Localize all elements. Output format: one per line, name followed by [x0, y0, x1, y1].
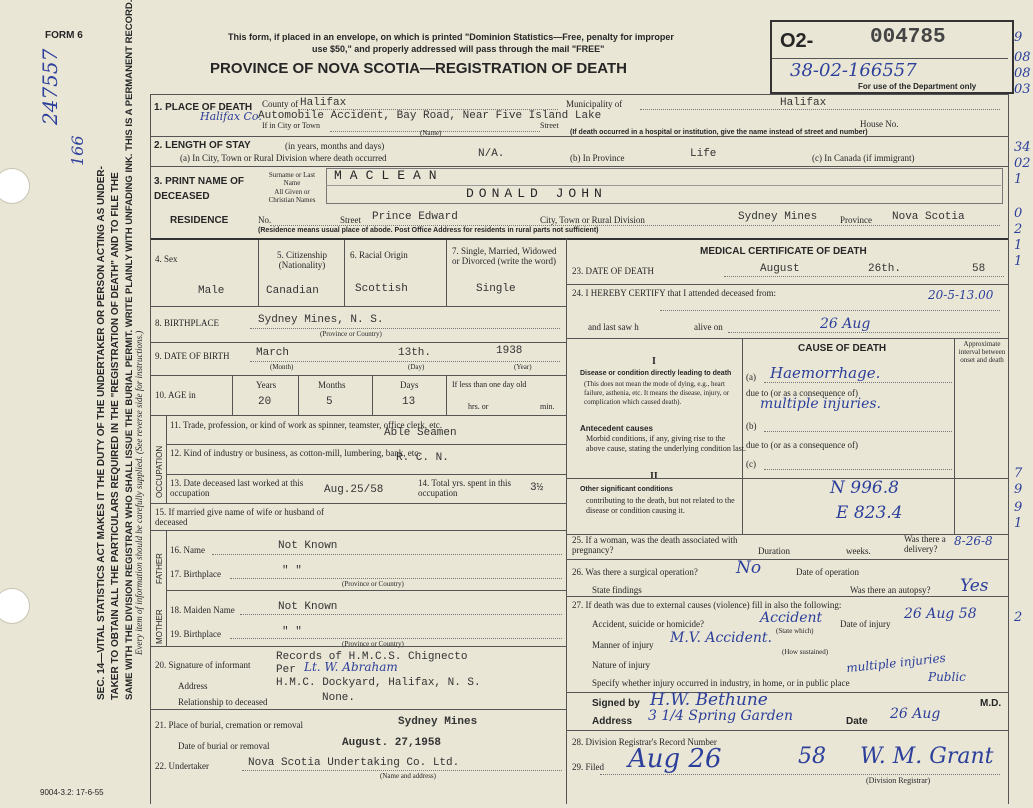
last-saw-label: and last saw h — [588, 322, 639, 332]
mother-prov-hint: (Province or Country) — [342, 640, 404, 648]
dod-label: 23. DATE OF DEATH — [572, 266, 654, 276]
manner-label: Manner of injury — [592, 640, 654, 650]
accident-value: Accident — [760, 610, 823, 626]
undertaker-hint: (Name and address) — [380, 772, 436, 780]
medical-title: MEDICAL CERTIFICATE OF DEATH — [700, 246, 867, 257]
informant-address-label: Address — [178, 681, 208, 691]
age-label: 10. AGE in — [155, 390, 196, 400]
marital-value: Single — [476, 283, 516, 295]
delivery-label: Was there a delivery? — [904, 534, 946, 554]
relationship-value: None. — [322, 692, 356, 704]
q28-label: 28. Division Registrar's Record Number — [572, 737, 717, 747]
residence-province-label: Province — [840, 215, 872, 225]
other-conditions-label: Other significant conditions — [580, 486, 673, 493]
handwritten-registration: 38-02-166557 — [790, 60, 917, 81]
filed-year: 58 — [798, 744, 826, 769]
informant-sig: Records of H.M.C.S. Chignecto — [276, 651, 468, 663]
reg-prefix: O2- — [780, 30, 814, 52]
residence-province: Nova Scotia — [892, 211, 965, 223]
given-label: All Given or Christian Names — [268, 188, 316, 204]
right-margin-digit: 9 — [1014, 482, 1023, 497]
length-hint: (in years, months and days) — [285, 141, 385, 151]
right-margin-digit: 1 — [1014, 254, 1023, 269]
industry-value: R. C. N. — [396, 452, 449, 464]
occupation-side-label: OCCUPATION — [155, 445, 164, 498]
birthplace-value: Sydney Mines, N. S. — [258, 314, 384, 326]
father-birthplace-label: 17. Birthplace — [170, 569, 221, 579]
age-months: 5 — [326, 396, 333, 408]
form-number: FORM 6 — [45, 30, 83, 41]
surname-value: MACLEAN — [334, 168, 445, 183]
informant-per: Per — [276, 664, 296, 676]
dob-month: March — [256, 347, 290, 359]
nature-value: multiple injuries — [845, 650, 947, 676]
informant-signature: Lt. W. Abraham — [304, 660, 398, 674]
punch-hole — [0, 168, 30, 204]
certify-label: 24. I HEREBY CERTIFY that I attended deceased from: — [572, 288, 776, 298]
age-days: 13 — [402, 396, 416, 408]
father-name-label: 16. Name — [170, 545, 205, 555]
q26-answer: No — [736, 558, 762, 578]
q29-label: 29. Filed — [572, 762, 605, 772]
name-hint: (Name) — [420, 129, 442, 137]
last-worked-label: 13. Date deceased last worked at this occupation — [170, 478, 304, 498]
right-margin-digit: 1 — [1014, 172, 1023, 187]
signed-label: Signed by — [592, 698, 640, 709]
house-label: House No. — [860, 119, 899, 129]
right-margin-digit: 0 — [1014, 206, 1023, 221]
right-margin-digit: 9 — [1014, 500, 1023, 515]
physician-signature: H.W. Bethune — [650, 690, 768, 710]
stay-a-label: (a) In City, Town or Rural Division where death occurred — [180, 153, 387, 163]
dob-label: 9. DATE OF BIRTH — [155, 351, 230, 361]
cause-b: multiple injuries. — [760, 396, 881, 412]
dod-year: 58 — [972, 263, 986, 275]
right-margin-digit: 08 — [1014, 66, 1031, 81]
roman-two: II — [650, 471, 658, 482]
q25-label: 25. If a woman, was the death associated with pregnancy? — [572, 535, 738, 555]
birthplace-label: 8. BIRTHPLACE — [155, 318, 219, 328]
how-sustained-hint: (How sustained) — [782, 648, 829, 656]
racial-label: 6. Racial Origin — [350, 250, 408, 260]
citizenship-label: 5. Citizenship (Nationality) — [277, 250, 327, 270]
right-margin-digit: 08 — [1014, 50, 1031, 65]
mother-birthplace-label: 19. Birthplace — [170, 629, 221, 639]
industry-label: 12. Kind of industry or business, as cotton-mill, lumbering, bank, etc. — [170, 448, 421, 458]
marital-label: 7. Single, Married, Widowed or Divorced (write the word) — [452, 246, 557, 266]
right-margin-digit: 7 — [1014, 466, 1023, 481]
q27-label: 27. If death was due to external causes (violence) fill in also the following: — [572, 600, 842, 610]
residence-street: Prince Edward — [372, 211, 458, 223]
due-to-1: due to (or as a consequence of) — [746, 388, 858, 398]
right-margin-digit: 02 — [1014, 156, 1031, 171]
length-of-stay-label: 2. LENGTH OF STAY — [154, 140, 251, 151]
right-margin-digit: 1 — [1014, 238, 1023, 253]
dob-day: 13th. — [398, 347, 432, 359]
other-conditions-note: contributing to the death, but not related to the disease or condition causing it. — [586, 496, 735, 515]
registrar-signature: W. M. Grant — [860, 744, 994, 769]
specify-value: Public — [928, 670, 966, 684]
dept-use-label: For use of the Department only — [858, 82, 977, 91]
weeks-label: weeks. — [846, 546, 871, 556]
age-months-label: Months — [318, 380, 346, 390]
handwritten-county: Halifax Co. — [200, 110, 262, 123]
sex-label: 4. Sex — [155, 254, 178, 264]
relationship-label: Relationship to deceased — [178, 697, 268, 707]
informant-sig-label: 20. Signature of informant — [155, 660, 251, 670]
stay-c-label: (c) In Canada (if immigrant) — [812, 153, 915, 163]
father-prov-hint: (Province or Country) — [342, 580, 404, 588]
nature-label: Nature of injury — [592, 660, 650, 670]
physician-address-label: Address — [592, 716, 633, 727]
burial-place-label: 21. Place of burial, cremation or removal — [155, 720, 303, 730]
last-worked-value: Aug.25/58 — [324, 484, 384, 496]
birthplace-hint: (Province or Country) — [320, 330, 382, 338]
dob-year: 1938 — [496, 345, 523, 357]
filed-date: Aug 26 — [628, 744, 722, 774]
total-years-value: 3½ — [530, 482, 544, 494]
statute-line-2: TAKER TO OBTAIN ALL THE PARTICULARS REQUIRED IN THE "REGISTRATION OF DEATH" AND TO FILE THE — [110, 172, 121, 700]
code-1: N 996.8 — [830, 478, 899, 498]
cert-date: 26 Aug — [890, 706, 941, 722]
specify-label: Specify whether injury occurred in industry, in home, or in public place — [592, 678, 850, 688]
burial-place: Sydney Mines — [398, 716, 478, 728]
municipality-value: Halifax — [780, 97, 827, 109]
place-of-death-label: 1. PLACE OF DEATH — [154, 102, 253, 113]
mail-notice-1: This form, if placed in an envelope, on which is printed "Dominion Statistics—Free, penalty for improper — [228, 32, 674, 42]
citizenship-value: Canadian — [266, 285, 319, 297]
manner-value: M.V. Accident. — [670, 630, 772, 646]
age-days-label: Days — [400, 380, 419, 390]
stay-b-label: (b) In Province — [570, 153, 625, 163]
mother-name-label: 18. Maiden Name — [170, 605, 235, 615]
stay-a-value: N/A. — [478, 148, 505, 160]
age-years: 20 — [258, 396, 272, 408]
hrs-label: hrs. or — [468, 402, 489, 411]
accident-label: Accident, suicide or homicide? — [592, 619, 704, 629]
mother-side-label: MOTHER — [155, 609, 164, 644]
statute-line-1: SEC. 14—VITAL STATISTICS ACT MAKES IT THE DUTY OF THE UNDERTAKER OR PERSON ACTING AS UNDER- — [96, 166, 107, 700]
print-name-label: 3. PRINT NAME OF DECEASED — [154, 176, 245, 202]
physician-address: 3 1/4 Spring Garden — [648, 708, 793, 724]
hospital-note: (If death occurred in a hospital or institution, give the name instead of street and number) — [570, 129, 868, 136]
mail-notice-2: use $50," and properly addressed will pass through the mail "FREE" — [312, 44, 605, 54]
alive-on-label: alive on — [694, 322, 723, 332]
surname-label: Surname or Last Name — [268, 171, 316, 187]
sidebar-note: Every item of information should be carefully supplied. (See reverse side for instructions.) — [134, 330, 144, 655]
registrar-label: (Division Registrar) — [866, 776, 931, 785]
right-margin-digit: 9 — [1014, 30, 1023, 45]
spouse-label: 15. If married give name of wife or husband of deceased — [155, 507, 324, 527]
statute-line-3: SAME WITH THE DIVISION REGISTRAR WHO SHALL ISSUE THE BURIAL PERMIT. WRITE PLAINLY WITH UNFADING INK. THIS IS A PERMANENT RECORD. — [124, 0, 135, 700]
duration-label: Duration — [758, 546, 790, 556]
residence-city-label: City, Town or Rural Division — [540, 215, 645, 225]
due-to-2: due to (or as a consequence of) — [746, 440, 858, 450]
county-value: Halifax — [300, 97, 347, 109]
mother-birthplace-value: " " — [282, 626, 302, 638]
antecedent-note: Morbid conditions, if any, giving rise to the above cause, stating the underlying condition last. — [586, 434, 746, 453]
municipality-label: Municipality of — [566, 99, 623, 109]
residence-city: Sydney Mines — [738, 211, 818, 223]
undertaker-value: Nova Scotia Undertaking Co. Ltd. — [248, 757, 460, 769]
footer-code: 9004-3.2: 17-6-55 — [40, 788, 104, 797]
dob-day-hint: (Day) — [408, 363, 425, 371]
state-which-hint: (State which) — [776, 627, 814, 635]
county-label: County of — [262, 99, 299, 109]
dob-month-hint: (Month) — [270, 363, 294, 371]
date-injury-value: 26 Aug 58 — [904, 606, 977, 622]
cause-a: Haemorrhage. — [770, 364, 881, 382]
place-value: Automobile Accident, Bay Road, Near Five Island Lake — [258, 110, 602, 122]
right-margin-digit: 2 — [1014, 610, 1023, 625]
state-findings-label: State findings — [592, 585, 642, 595]
father-name-value: Not Known — [278, 540, 338, 552]
total-years-label: 14. Total yrs. spent in this occupation — [418, 478, 511, 498]
code-2: E 823.4 — [836, 503, 903, 523]
burial-date: August. 27,1958 — [342, 737, 442, 749]
date-op-label: Date of operation — [796, 567, 859, 577]
residence-street-label: Street — [340, 215, 361, 225]
right-margin-digit: 34 — [1014, 140, 1031, 155]
trade-label: 11. Trade, profession, or kind of work as spinner, teamster, office clerk, etc. — [170, 420, 442, 430]
autopsy-answer: Yes — [960, 576, 989, 596]
margin-number-2: 166 — [68, 135, 87, 166]
undertaker-label: 22. Undertaker — [155, 761, 209, 771]
less-one-day-label: If less than one day old — [452, 380, 527, 389]
father-side-label: FATHER — [155, 553, 164, 584]
roman-one: I — [652, 356, 656, 367]
residence-label: RESIDENCE — [170, 215, 229, 226]
disease-note: (This does not mean the mode of dying, e.g., heart failure, asthenia, etc. It means the disease, injury, or complication which caused death). — [584, 380, 730, 406]
date-injury-label: Date of injury — [840, 619, 891, 629]
md-label: M.D. — [980, 698, 1002, 709]
mother-name-value: Not Known — [278, 601, 338, 613]
street-label: Street — [540, 121, 559, 130]
racial-value: Scottish — [355, 283, 408, 295]
cause-c-prefix: (c) — [746, 459, 756, 469]
delivery-date: 8-26-8 — [954, 534, 993, 548]
city-label: If in City or Town — [262, 121, 320, 130]
burial-date-label: Date of burial or removal — [178, 741, 270, 751]
min-label: min. — [540, 402, 555, 411]
age-years-label: Years — [256, 380, 277, 390]
antecedent-label: Antecedent causes — [580, 424, 653, 433]
disease-label: Disease or condition directly leading to death — [580, 370, 732, 377]
right-margin-digit: 2 — [1014, 222, 1023, 237]
cause-a-prefix: (a) — [746, 372, 756, 382]
dod-month: August — [760, 263, 800, 275]
dod-day: 26th. — [868, 263, 902, 275]
interval-label: Approximate interval between onset and death — [958, 340, 1006, 364]
sex-value: Male — [198, 285, 225, 297]
q26-label: 26. Was there a surgical operation? — [572, 567, 698, 577]
right-margin-digit: 1 — [1014, 516, 1023, 531]
trade-value: Able Seamen — [384, 427, 457, 439]
stay-b-value: Life — [690, 148, 717, 160]
margin-number: 247557 — [38, 48, 62, 125]
cert-date-label: Date — [846, 716, 868, 727]
dob-year-hint: (Year) — [514, 363, 532, 371]
last-saw-date: 26 Aug — [820, 316, 871, 332]
attended-dates: 20-5-13.00 — [928, 288, 994, 302]
form-title: PROVINCE OF NOVA SCOTIA—REGISTRATION OF DEATH — [210, 60, 627, 77]
informant-address: H.M.C. Dockyard, Halifax, N. S. — [276, 677, 481, 689]
reg-number: 004785 — [870, 26, 946, 49]
punch-hole — [0, 588, 30, 624]
autopsy-label: Was there an autopsy? — [850, 585, 931, 595]
residence-note: (Residence means usual place of abode. Post Office Address for residents in rural parts not sufficient) — [258, 227, 599, 234]
residence-no-label: No. — [258, 215, 272, 225]
cause-title: CAUSE OF DEATH — [798, 343, 887, 354]
right-margin-digit: 03 — [1014, 82, 1031, 97]
given-names-value: DONALD JOHN — [466, 186, 607, 201]
cause-b-prefix: (b) — [746, 421, 757, 431]
father-birthplace-value: " " — [282, 565, 302, 577]
